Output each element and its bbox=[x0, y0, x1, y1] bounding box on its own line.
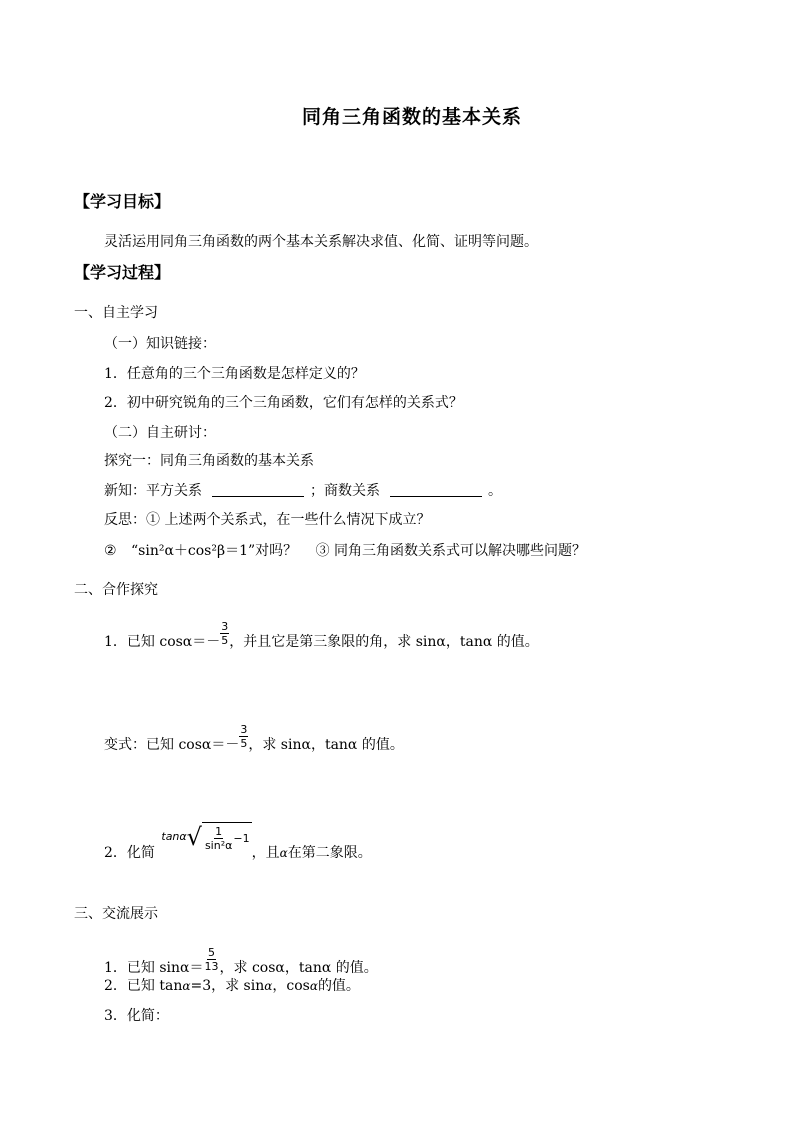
alpha-symbol: α bbox=[309, 979, 318, 993]
identity-uses-question: ③ 同角三角函数关系式可以解决哪些问题？ bbox=[315, 543, 587, 559]
reflect-line: 反思：① 上述两个关系式，在一些什么情况下成立？ bbox=[104, 512, 431, 528]
reflect-questions bbox=[104, 541, 586, 561]
problem-3-1-prefix: 1．已知 sinα＝ bbox=[104, 960, 204, 976]
problem-2-2 bbox=[104, 823, 372, 868]
variant-fraction bbox=[239, 723, 248, 750]
problem-2-2-suffix-a: ，且 bbox=[251, 845, 280, 861]
alpha-symbol: α bbox=[279, 846, 288, 860]
section-1-heading: 一、自主学习 bbox=[74, 305, 158, 321]
knowledge-link-heading: （一）知识链接： bbox=[104, 336, 216, 352]
question-1: 1．任意角的三个三角函数是怎样定义的？ bbox=[104, 366, 365, 382]
variant-prefix: 变式：已知 cosα＝－ bbox=[104, 737, 240, 753]
question-2: 2．初中研究锐角的三个三角函数，它们有怎样的关系式？ bbox=[104, 395, 463, 411]
identity-question: “sin²α＋cos²β＝1”对吗？ bbox=[131, 543, 298, 559]
problem-2-1-prefix: 1．已知 cosα＝－ bbox=[104, 634, 221, 650]
minus-one: −1 bbox=[233, 831, 250, 845]
fraction-numerator: 3 bbox=[221, 620, 229, 633]
radical-expression bbox=[161, 822, 251, 852]
fraction-numerator: 5 bbox=[208, 946, 215, 959]
problem-2-1 bbox=[104, 620, 539, 652]
quotient-relation-label: ；商数关系 bbox=[310, 483, 380, 499]
sqrt-icon: √ bbox=[186, 823, 202, 851]
fraction-denominator: 5 bbox=[221, 634, 229, 647]
alpha-symbol: α bbox=[264, 979, 273, 993]
radicand-fraction bbox=[204, 825, 233, 852]
goals-heading: 【学习目标】 bbox=[74, 192, 171, 211]
problem-3-1-suffix: ，求 cosα，tanα 的值。 bbox=[219, 960, 378, 976]
fraction-3-5 bbox=[220, 620, 229, 647]
circle-2: ② bbox=[104, 543, 117, 559]
variant-problem bbox=[104, 723, 404, 755]
fraction-numerator: 1 bbox=[215, 825, 223, 838]
problem-3-2-mid: =3，求 sin bbox=[190, 978, 265, 994]
page-title: 同角三角函数的基本关系 bbox=[302, 106, 523, 128]
problem-2-2-prefix: 2．化简 bbox=[104, 845, 155, 861]
problem-2-1-suffix: ，并且它是第三象限的角，求 sinα，tanα 的值。 bbox=[229, 634, 539, 650]
new-knowledge-line bbox=[104, 481, 502, 501]
fraction-denominator: 13 bbox=[204, 960, 219, 973]
fraction-denominator: 5 bbox=[240, 737, 248, 750]
problem-2-2-suffix-b: 在第二象限。 bbox=[287, 845, 372, 861]
process-heading: 【学习过程】 bbox=[74, 263, 171, 282]
self-study-heading: （二）自主研讨： bbox=[104, 425, 216, 441]
goals-text: 灵活运用同角三角函数的两个基本关系解决求值、化简、证明等问题。 bbox=[104, 234, 538, 250]
explore-line: 探究一：同角三角函数的基本关系 bbox=[104, 453, 314, 469]
variant-suffix: ，求 sinα，tanα 的值。 bbox=[248, 737, 404, 753]
fraction-denominator: sin²α bbox=[204, 839, 233, 852]
radicand bbox=[202, 822, 252, 852]
problem-3-2-mid2: ，cos bbox=[272, 978, 310, 994]
alpha-symbol: α bbox=[182, 979, 191, 993]
section-2-heading: 二、合作探究 bbox=[74, 582, 158, 598]
problem-3-3: 3．化简： bbox=[104, 1008, 169, 1024]
section-3-heading: 三、交流展示 bbox=[74, 906, 158, 922]
problem-3-2-prefix: 2．已知 tan bbox=[104, 978, 183, 994]
new-knowledge-end: 。 bbox=[488, 483, 502, 499]
quotient-relation-blank[interactable] bbox=[390, 482, 482, 497]
problem-3-1 bbox=[104, 946, 378, 978]
fraction-numerator: 3 bbox=[240, 723, 248, 736]
problem-3-2 bbox=[104, 976, 360, 996]
fraction-5-13 bbox=[204, 946, 220, 973]
problem-3-2-suffix: 的值。 bbox=[317, 978, 360, 994]
tan-alpha: tanα bbox=[161, 830, 187, 843]
new-knowledge-label: 新知：平方关系 bbox=[104, 483, 202, 499]
square-relation-blank[interactable] bbox=[212, 482, 304, 497]
